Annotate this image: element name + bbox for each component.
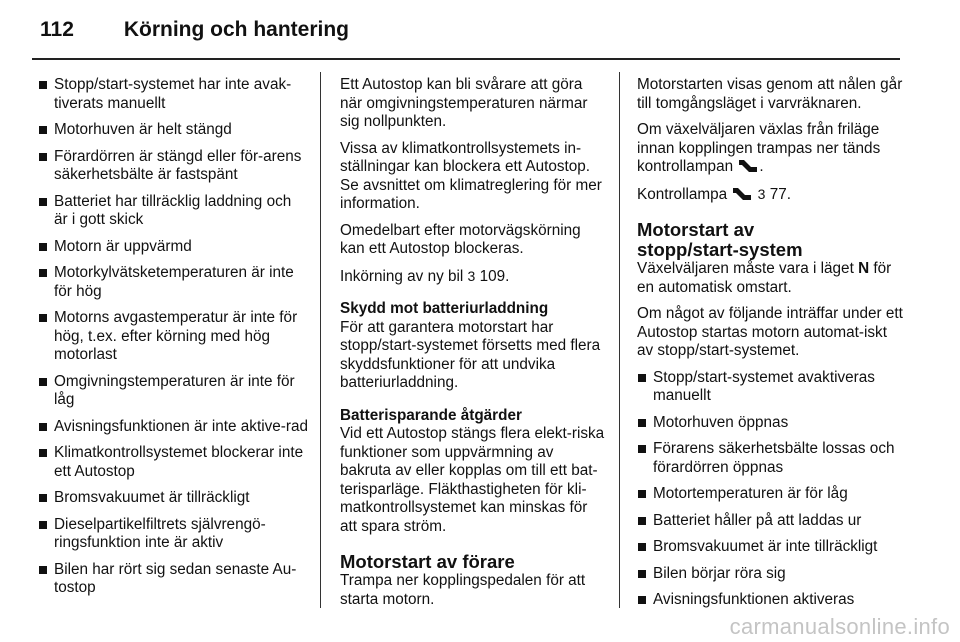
paragraph: För att garantera motorstart har stopp/start-systemet försetts med flera skyddsfunktioner för att undvika batteriurladdning. — [340, 318, 601, 391]
autostop-conditions-list — [38, 76, 308, 598]
page-header — [40, 18, 900, 42]
page-number: 112 — [40, 18, 74, 41]
subheading: Skydd mot batteriurladdning — [340, 300, 549, 317]
paragraph: Omedelbart efter motorvägskörning kan ett Autostop blockeras. — [340, 221, 581, 257]
page-reference-arrow: 3 — [757, 185, 766, 202]
paragraph: Ett Autostop kan bli svårare att göra när omgivningstemperaturen närmar sig nollpunkten. — [340, 76, 588, 130]
list-item: Motorn är uppvärmd — [38, 238, 308, 257]
paragraph-with-icon: Om växelväljaren växlas från friläge innan kopplingen trampas ner tänds kontrollampan . — [637, 121, 881, 175]
shift-indicator-icon — [738, 159, 758, 173]
column-1 — [38, 76, 308, 606]
page-reference-arrow: 3 — [467, 267, 476, 284]
paragraph: Vissa av klimatkontrollsystemets in-ställningar kan blockera ett Autostop. Se avsnittet om klimatreglering för mer information. — [340, 139, 602, 212]
list-item: Avisningsfunktionen aktiveras — [637, 591, 907, 610]
list-item: Bromsvakuumet är tillräckligt — [38, 489, 308, 508]
list-item: Bilen börjar röra sig — [637, 565, 907, 584]
header-divider — [32, 58, 900, 60]
list-item: Avisningsfunktionen är inte aktive-rad — [38, 418, 308, 437]
autostart-triggers-list — [637, 369, 907, 610]
list-item: Bromsvakuumet är inte tillräckligt — [637, 538, 907, 557]
list-item: Dieselpartikelfiltrets självrengö-ringsfunktion inte är aktiv — [38, 516, 308, 553]
list-item: Batteriet håller på att laddas ur — [637, 512, 907, 531]
column-3 — [637, 76, 907, 618]
list-item: Omgivningstemperaturen är inte för låg — [38, 373, 308, 410]
list-item: Förarens säkerhetsbälte lossas och förardörren öppnas — [637, 440, 907, 477]
list-item: Bilen har rört sig sedan senaste Au-tostop — [38, 561, 308, 598]
page-reference-link[interactable]: 77. — [769, 185, 791, 203]
list-item: Motorkylvätsketemperaturen är inte för hög — [38, 264, 308, 301]
page-reference-link[interactable]: 109. — [479, 267, 510, 285]
paragraph: Om något av följande inträffar under ett Autostop startas motorn automat-iskt av stopp/start-systemet. — [637, 305, 903, 359]
page-title: Körning och hantering — [123, 18, 349, 41]
shift-indicator-icon — [732, 187, 752, 201]
list-item: Motortemperaturen är för låg — [637, 485, 907, 504]
paragraph: Trampa ner kopplingspedalen för att starta motorn. — [340, 572, 586, 608]
list-item: Motorhuven öppnas — [637, 414, 907, 433]
list-item: Motorns avgastemperatur är inte för hög, t.ex. efter körning med hög motorlast — [38, 309, 308, 365]
list-item: Förardörren är stängd eller för-arens säkerhetsbälte är fastspänt — [38, 148, 308, 185]
paragraph-with-reference: Inkörning av ny bil 3 109. — [340, 267, 510, 285]
list-item: Motorhuven är helt stängd — [38, 121, 308, 140]
paragraph: Växelväljaren måste vara i läget N för en automatisk omstart. — [637, 260, 892, 296]
section-heading: Motorstart av stopp/start-system — [637, 219, 803, 260]
column-2 — [340, 76, 608, 617]
list-item: Batteriet har tillräcklig laddning och är i gott skick — [38, 193, 308, 230]
list-item: Stopp/start-systemet avaktiveras manuellt — [637, 369, 907, 406]
column-divider-2 — [619, 72, 620, 608]
subheading: Batterisparande åtgärder — [340, 406, 522, 424]
list-item: Stopp/start-systemet har inte avak-tiverats manuellt — [38, 76, 308, 113]
watermark: carmanualsonline.info — [729, 614, 950, 639]
column-divider-1 — [320, 72, 321, 608]
paragraph-with-reference: Kontrollampa 3 77. — [637, 185, 791, 203]
paragraph: Motorstarten visas genom att nålen går till tomgångsläget i varvräknaren. — [637, 76, 903, 112]
paragraph: Vid ett Autostop stängs flera elekt-riska funktioner som uppvärmning av bakruta av eller kopplas om till ett bat-terisparläge. Fläkthastigheten för kli-matkontrollsystemet kan minskas för att spara ström. — [340, 425, 605, 535]
section-heading: Motorstart av förare — [340, 551, 515, 572]
list-item: Klimatkontrollsystemet blockerar inte ett Autostop — [38, 444, 308, 481]
